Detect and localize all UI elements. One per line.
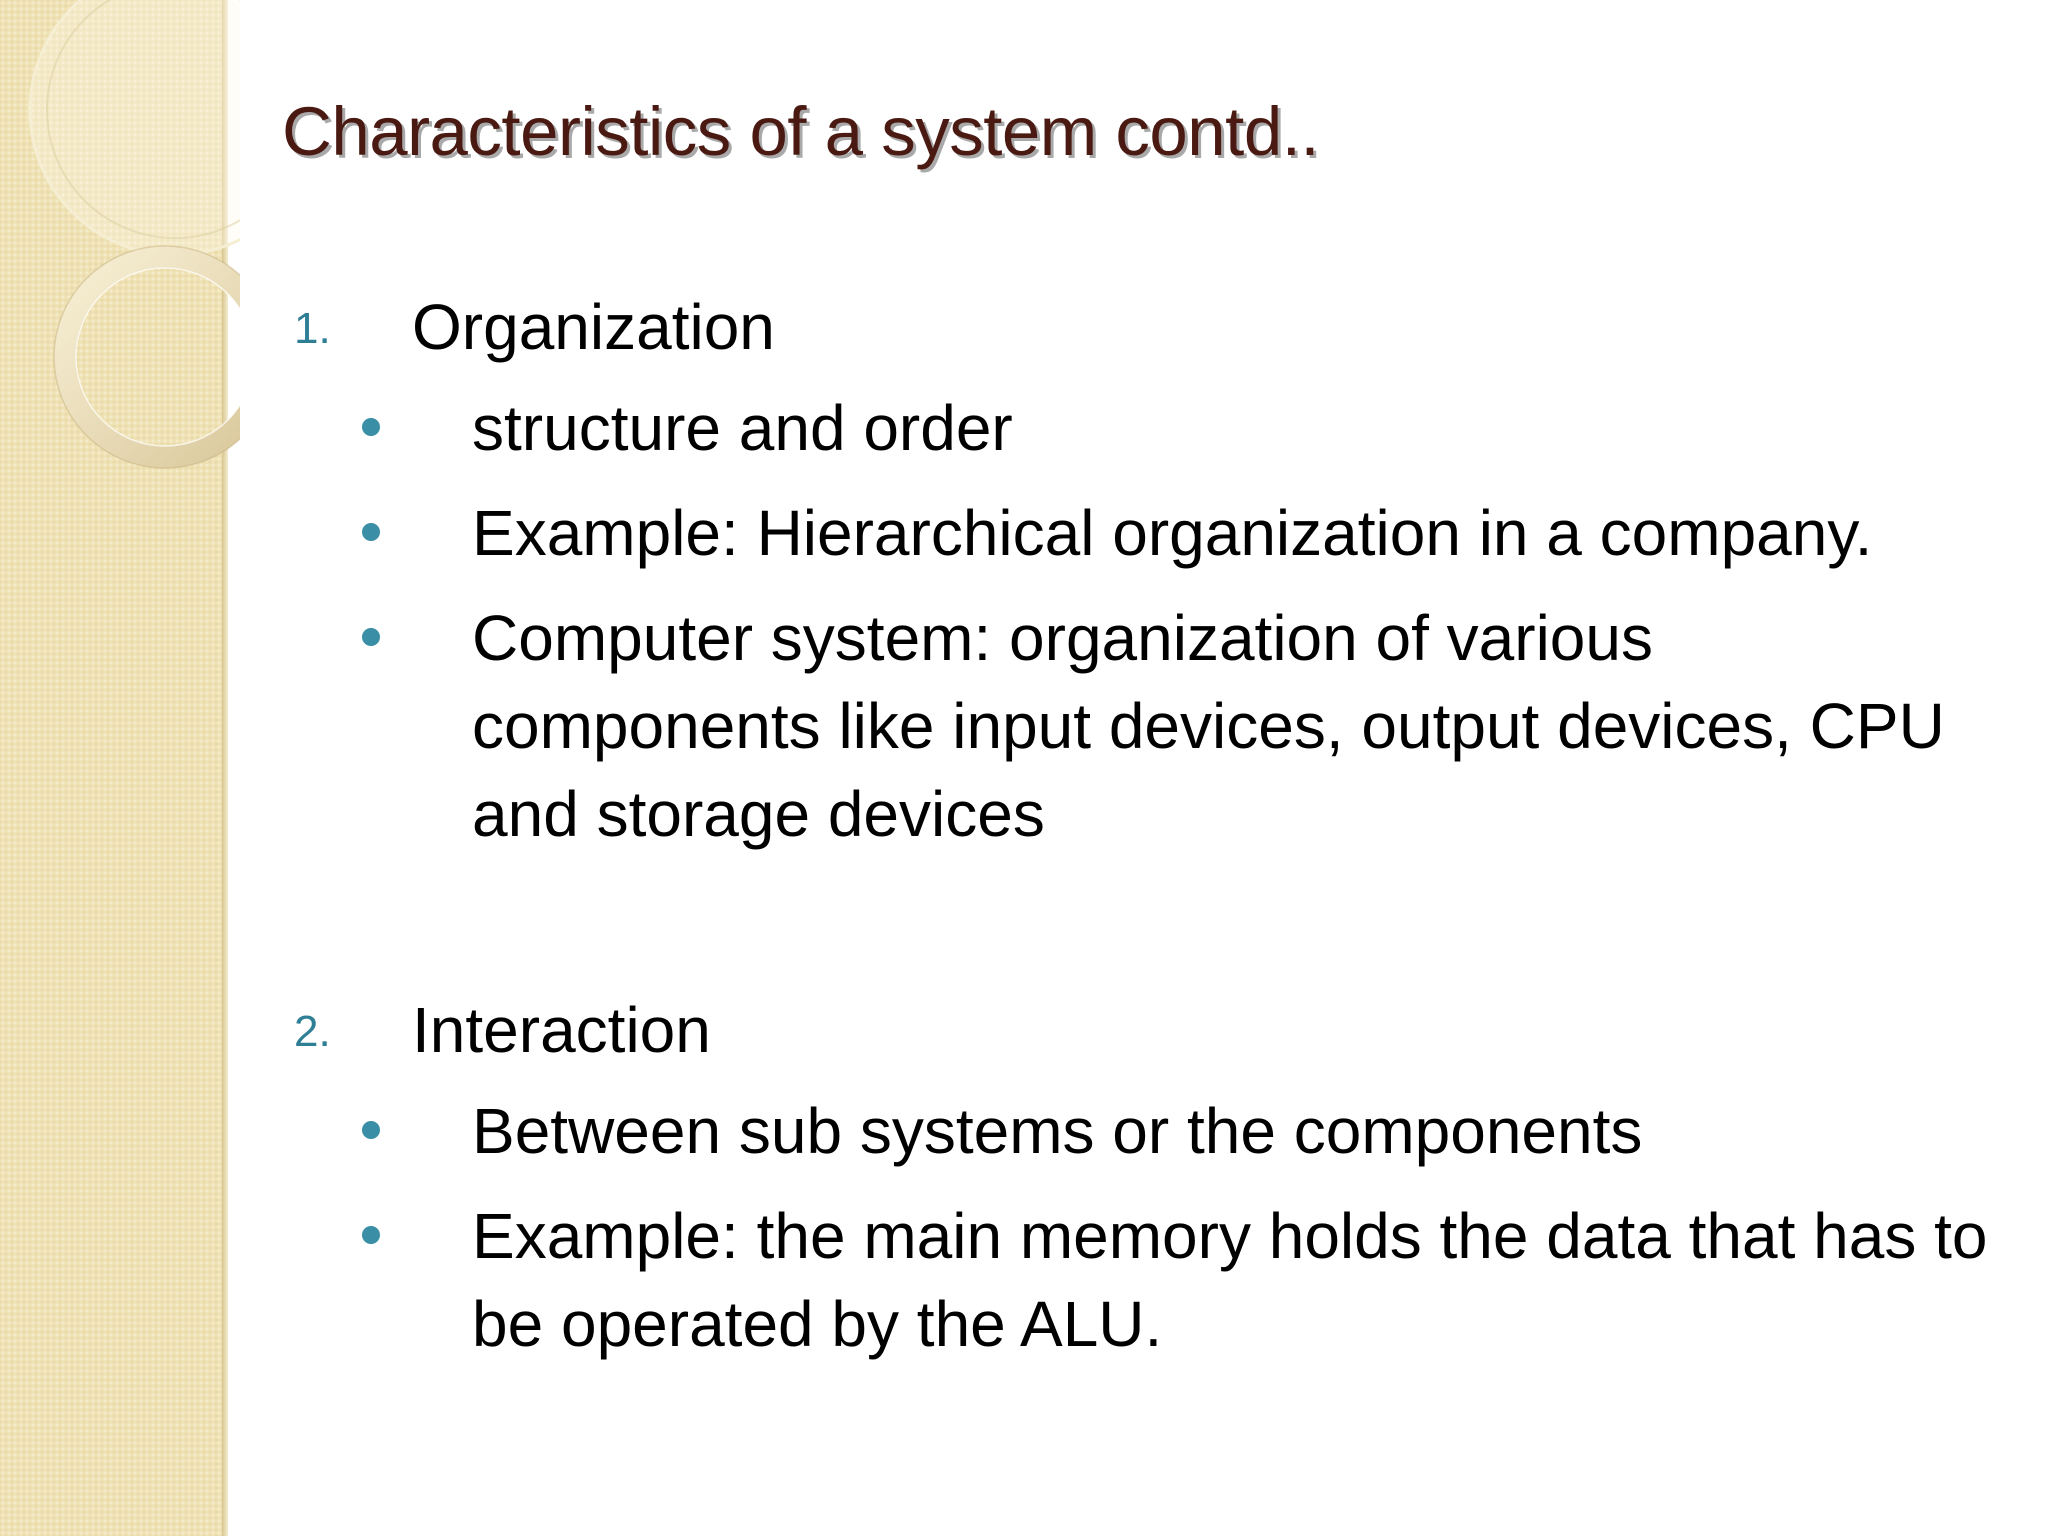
bullet-list-organization — [290, 384, 2010, 858]
section-spacer — [290, 875, 2010, 985]
item-number: 1. — [294, 304, 331, 353]
item-number: 2. — [294, 1007, 331, 1056]
bullet-text: Between sub systems or the components — [472, 1095, 1643, 1167]
bullet-dot-icon — [362, 418, 380, 436]
slide-title: Characteristics of a system contd.. — [282, 93, 1320, 170]
bullet-item — [290, 1087, 2010, 1175]
ring-shape — [65, 257, 240, 457]
bullet-list-interaction — [290, 1087, 2010, 1368]
bullet-dot-icon — [362, 523, 380, 541]
decorative-circles-icon — [0, 0, 240, 520]
slide-content — [290, 282, 2010, 1385]
numbered-item-interaction — [290, 985, 2010, 1075]
bullet-dot-icon — [362, 1121, 380, 1139]
bullet-text: Example: Hierarchical organization in a company. — [472, 497, 1873, 569]
large-circle-shape — [30, 0, 240, 255]
bullet-item — [290, 384, 2010, 472]
bullet-item — [290, 594, 2010, 858]
item-heading: Interaction — [412, 994, 711, 1066]
bullet-item — [290, 1192, 2010, 1368]
bullet-dot-icon — [362, 628, 380, 646]
bullet-text: Example: the main memory holds the data that has to be operated by the ALU. — [472, 1200, 1988, 1360]
bullet-dot-icon — [362, 1226, 380, 1244]
bullet-text: Computer system: organization of various components like input devices, output devices, CPU and storage devices — [472, 602, 1945, 850]
bullet-item — [290, 489, 2010, 577]
bullet-text: structure and order — [472, 392, 1013, 464]
numbered-item-organization — [290, 282, 2010, 372]
item-heading: Organization — [412, 291, 775, 363]
